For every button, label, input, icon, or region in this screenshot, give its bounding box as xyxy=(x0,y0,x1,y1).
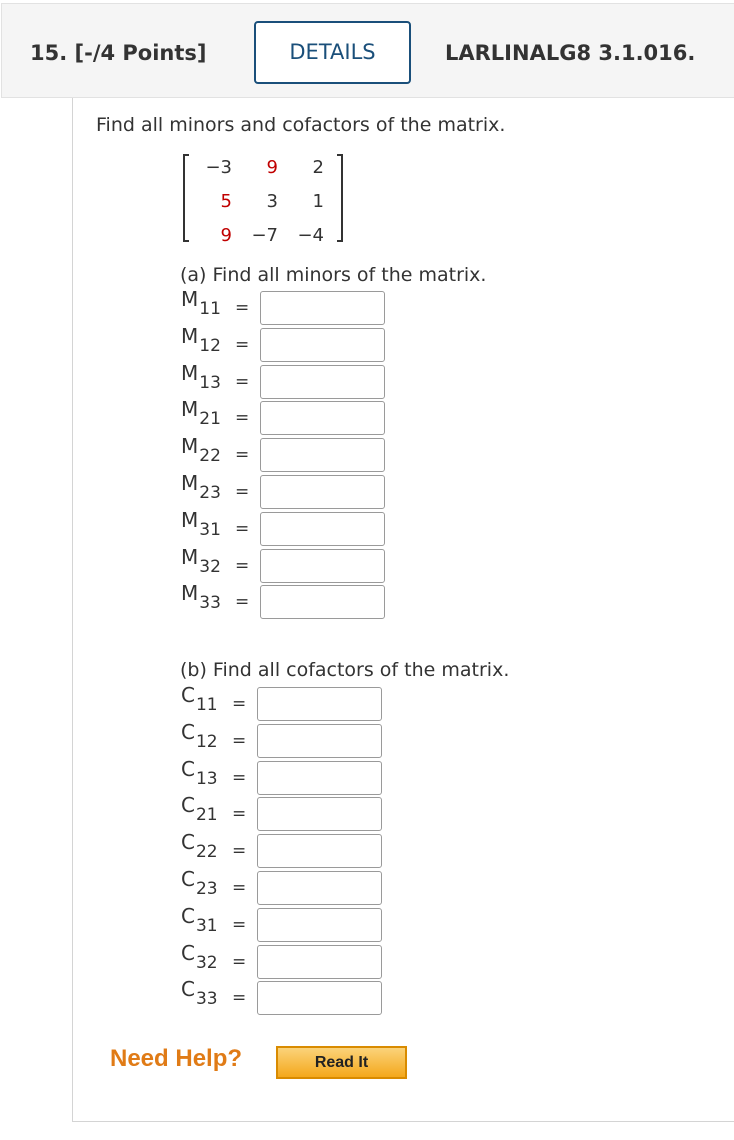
minor-input-31[interactable] xyxy=(260,512,385,546)
part-a-label-22 xyxy=(181,434,221,467)
cofactor-input-11[interactable] xyxy=(257,687,382,721)
part-b-label-32 xyxy=(181,940,218,973)
minor-input-11[interactable] xyxy=(260,291,385,325)
variable-letter: C xyxy=(181,977,195,1002)
minor-input-12[interactable] xyxy=(260,328,385,362)
subscript: 33 xyxy=(195,989,218,1010)
cofactor-input-22[interactable] xyxy=(257,834,382,868)
variable-letter: M xyxy=(181,287,199,311)
variable-letter: C xyxy=(181,719,195,744)
matrix-cell-12: 9 xyxy=(266,157,278,178)
part-a-label-23 xyxy=(181,471,221,503)
part-b-label-13 xyxy=(181,756,218,789)
subscript: 32 xyxy=(195,952,218,973)
subscript: 22 xyxy=(199,446,221,467)
variable-letter: M xyxy=(181,581,199,606)
subscript: 23 xyxy=(199,483,221,503)
equals-sign: = xyxy=(235,408,250,429)
subscript: 13 xyxy=(195,768,218,789)
equals-sign: = xyxy=(232,951,247,972)
subscript: 23 xyxy=(195,879,218,899)
equals-sign: = xyxy=(232,694,247,714)
cofactor-input-23[interactable] xyxy=(257,871,382,905)
minor-input-32[interactable] xyxy=(260,549,385,583)
part-a-label-13 xyxy=(181,360,221,393)
variable-letter: M xyxy=(181,323,199,348)
subscript: 21 xyxy=(199,409,221,430)
question-panel xyxy=(72,98,734,1122)
part-a-label-11 xyxy=(181,287,221,319)
question-code: LARLINALG8 3.1.016. xyxy=(445,41,696,65)
part-b-label: (b) Find all cofactors of the matrix. xyxy=(180,659,510,681)
equals-sign: = xyxy=(235,518,250,539)
variable-letter: C xyxy=(181,830,195,855)
equals-sign: = xyxy=(235,298,250,318)
variable-letter: M xyxy=(181,434,199,459)
part-b-label-22 xyxy=(181,830,218,863)
part-a-label-32 xyxy=(181,544,221,577)
equals-sign: = xyxy=(235,445,250,466)
variable-letter: M xyxy=(181,471,199,495)
equals-sign: = xyxy=(235,482,250,502)
matrix-cell-23: 1 xyxy=(312,191,324,212)
minor-input-21[interactable] xyxy=(260,401,385,435)
part-b-label-11 xyxy=(181,683,218,715)
matrix-right-bracket xyxy=(337,154,343,242)
subscript: 31 xyxy=(199,519,221,540)
variable-letter: M xyxy=(181,507,199,532)
equals-sign: = xyxy=(235,555,250,576)
part-a-label-12 xyxy=(181,323,221,356)
matrix-cell-11: −3 xyxy=(205,157,232,178)
equals-sign: = xyxy=(235,371,250,392)
subscript: 21 xyxy=(195,805,218,826)
cofactor-input-32[interactable] xyxy=(257,945,382,979)
variable-letter: C xyxy=(181,793,195,818)
subscript: 13 xyxy=(199,372,221,393)
matrix-cell-31: 9 xyxy=(220,225,232,246)
subscript: 12 xyxy=(195,731,218,752)
subscript: 31 xyxy=(195,915,218,936)
variable-letter: C xyxy=(181,756,195,781)
equals-sign: = xyxy=(235,334,250,355)
matrix-cell-21: 5 xyxy=(220,191,232,212)
variable-letter: C xyxy=(181,903,195,928)
equals-sign: = xyxy=(232,878,247,898)
part-a-label-33 xyxy=(181,581,221,614)
part-b-label-12 xyxy=(181,719,218,752)
variable-letter: M xyxy=(181,544,199,569)
variable-letter: M xyxy=(181,360,199,385)
part-b-label-23 xyxy=(181,867,218,899)
question-number: 15. [-/4 Points] xyxy=(30,41,207,65)
equals-sign: = xyxy=(232,988,247,1009)
need-help-label: Need Help? xyxy=(110,1045,243,1072)
equals-sign: = xyxy=(232,730,247,751)
cofactor-input-21[interactable] xyxy=(257,797,382,831)
part-a-label: (a) Find all minors of the matrix. xyxy=(180,264,487,286)
minor-input-13[interactable] xyxy=(260,365,385,399)
equals-sign: = xyxy=(235,592,250,613)
part-b-label-33 xyxy=(181,977,218,1010)
details-button[interactable]: DETAILS xyxy=(254,21,411,84)
cofactor-input-31[interactable] xyxy=(257,908,382,942)
matrix-cell-33: −4 xyxy=(297,225,324,246)
equals-sign: = xyxy=(232,841,247,862)
part-b-label-31 xyxy=(181,903,218,936)
question-header xyxy=(1,3,734,98)
part-b-label-21 xyxy=(181,793,218,826)
subscript: 12 xyxy=(199,335,221,356)
equals-sign: = xyxy=(232,767,247,788)
cofactor-input-12[interactable] xyxy=(257,724,382,758)
cofactor-input-33[interactable] xyxy=(257,981,382,1015)
subscript: 22 xyxy=(195,842,218,863)
subscript: 32 xyxy=(199,556,221,577)
equals-sign: = xyxy=(232,914,247,935)
part-a-label-21 xyxy=(181,397,221,430)
matrix-cell-13: 2 xyxy=(312,157,324,178)
subscript: 33 xyxy=(199,593,221,614)
minor-input-23[interactable] xyxy=(260,475,385,509)
read-it-button[interactable]: Read It xyxy=(276,1046,407,1079)
minor-input-33[interactable] xyxy=(260,585,385,619)
variable-letter: C xyxy=(181,940,195,965)
part-a-label-31 xyxy=(181,507,221,540)
variable-letter: C xyxy=(181,683,195,707)
matrix-left-bracket xyxy=(183,154,189,242)
matrix-cell-32: −7 xyxy=(251,225,278,246)
subscript: 11 xyxy=(199,299,221,319)
equals-sign: = xyxy=(232,804,247,825)
minor-input-22[interactable] xyxy=(260,438,385,472)
variable-letter: M xyxy=(181,397,199,422)
subscript: 11 xyxy=(195,695,218,715)
cofactor-input-13[interactable] xyxy=(257,761,382,795)
matrix-cell-22: 3 xyxy=(266,191,278,212)
question-prompt: Find all minors and cofactors of the matrix. xyxy=(96,114,506,136)
variable-letter: C xyxy=(181,867,195,891)
